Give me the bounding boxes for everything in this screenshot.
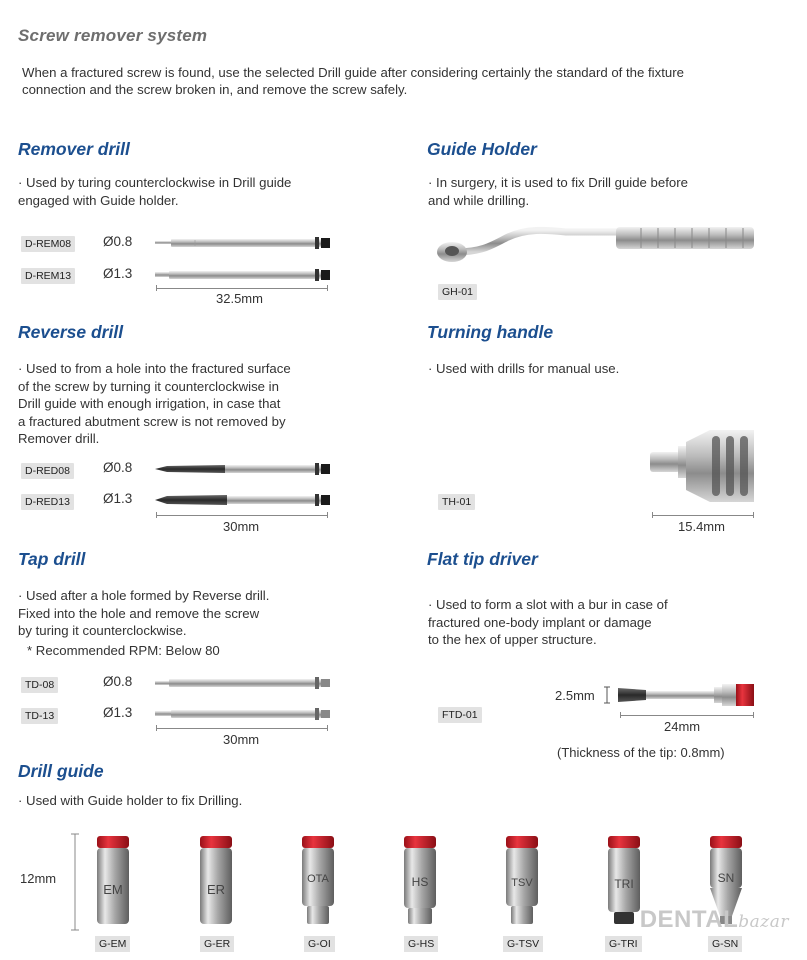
drill-guide-desc: · Used with Guide holder to fix Drilling. <box>18 793 243 808</box>
length-label: 30mm <box>223 519 260 534</box>
reverse-drill-08-image <box>155 462 335 476</box>
height-label: 12mm <box>20 871 57 886</box>
drill-guide-mark: TSV <box>511 877 533 889</box>
height-dimension-line <box>70 834 80 930</box>
drill-guide-mark: TRI <box>614 877 634 891</box>
drill-guide-title: Drill guide <box>18 761 104 781</box>
reverse-drill-title: Reverse drill <box>18 322 124 342</box>
length-label: 32.5mm <box>216 291 263 306</box>
diameter-label: Ø0.8 <box>103 234 133 249</box>
tap-drill-08-image <box>155 676 335 690</box>
diameter-label: Ø1.3 <box>103 491 133 506</box>
turning-handle-desc: · Used with drills for manual use. <box>428 361 620 376</box>
tap-drill-desc: · Used after a hole formed by Reverse drill. Fixed into the hole and remove the screw by turing it counterclockwise. <box>18 588 270 638</box>
drill-guide-code: G-HS <box>404 936 438 952</box>
flat-tip-driver-desc: · Used to form a slot with a bur in case of fractured one-body implant or damage to the hex of upper structure. <box>428 597 668 647</box>
drill-guide-tri-image <box>604 836 644 928</box>
dimension-line <box>620 712 754 718</box>
drill-guide-er-image <box>196 836 236 928</box>
dimension-line <box>156 725 328 731</box>
watermark-logo <box>640 906 789 934</box>
drill-guide-code: G-ER <box>200 936 234 952</box>
intro-text: When a fractured screw is found, use the selected Drill guide after considering certainly the standard of the fixture connection and the screw broken in, and remove the screw safely. <box>22 65 684 97</box>
guide-holder-title: Guide Holder <box>427 139 537 159</box>
drill-guide-hs-image <box>400 836 440 928</box>
watermark-suffix: bazar <box>738 912 789 932</box>
guide-holder-image <box>436 222 756 268</box>
drill-guide-code: G-OI <box>304 936 335 952</box>
remover-drill-title: Remover drill <box>18 139 130 159</box>
code-label: FTD-01 <box>438 707 482 723</box>
flat-tip-driver-title: Flat tip driver <box>427 549 538 569</box>
dimension-line <box>652 512 754 518</box>
code-label: TD-13 <box>21 708 58 724</box>
code-label: TH-01 <box>438 494 475 510</box>
drill-guide-mark: HS <box>411 875 429 889</box>
tip-thickness-note: (Thickness of the tip: 0.8mm) <box>557 745 725 760</box>
length-label: 30mm <box>223 732 260 747</box>
remover-drill-13-image <box>155 268 335 282</box>
drill-guide-mark: SN <box>717 871 735 885</box>
code-label: D-RED08 <box>21 463 74 479</box>
code-label: D-REM13 <box>21 268 75 284</box>
diameter-label: Ø1.3 <box>103 266 133 281</box>
dimension-line <box>156 512 328 518</box>
drill-guide-code: G-TRI <box>605 936 642 952</box>
length-label: 15.4mm <box>678 519 725 534</box>
drill-guide-mark: ER <box>206 882 226 897</box>
drill-guide-code: G-SN <box>708 936 742 952</box>
turning-handle-title: Turning handle <box>427 322 554 342</box>
diameter-label: Ø1.3 <box>103 705 133 720</box>
drill-guide-code: G-EM <box>95 936 130 952</box>
diameter-label: Ø0.8 <box>103 460 133 475</box>
guide-holder-desc: · In surgery, it is used to fix Drill guide before and while drilling. <box>428 175 688 208</box>
drill-guide-code: G-TSV <box>503 936 543 952</box>
remover-drill-08-image <box>155 236 335 250</box>
reverse-drill-desc: · Used to from a hole into the fractured surface of the screw by turning it counterclockwise in Drill guide with enough irrigation, in case that a fractured abutment screw is not removed by Remover drill. <box>18 361 291 446</box>
drill-guide-em-image <box>93 836 133 928</box>
drill-guide-tsv-image <box>502 836 542 928</box>
tip-size-marker <box>603 686 611 704</box>
drill-guide-mark: EM <box>103 882 123 897</box>
page-title: Screw remover system <box>18 26 208 45</box>
length-label: 24mm <box>664 719 701 734</box>
watermark-brand: DENTAL <box>639 906 739 933</box>
code-label: GH-01 <box>438 284 477 300</box>
code-label: D-RED13 <box>21 494 74 510</box>
drill-guide-oi-image <box>298 836 338 928</box>
reverse-drill-13-image <box>155 493 335 507</box>
tap-drill-13-image <box>155 707 335 721</box>
flat-tip-driver-image <box>618 682 758 708</box>
turning-handle-image <box>650 428 760 504</box>
tap-drill-note: * Recommended RPM: Below 80 <box>27 643 220 658</box>
drill-guide-mark: OTA <box>307 873 329 885</box>
tip-size-label: 2.5mm <box>555 688 595 703</box>
tap-drill-title: Tap drill <box>18 549 86 569</box>
remover-drill-desc: · Used by turing counterclockwise in Drill guide engaged with Guide holder. <box>18 175 292 208</box>
code-label: D-REM08 <box>21 236 75 252</box>
diameter-label: Ø0.8 <box>103 674 133 689</box>
code-label: TD-08 <box>21 677 58 693</box>
